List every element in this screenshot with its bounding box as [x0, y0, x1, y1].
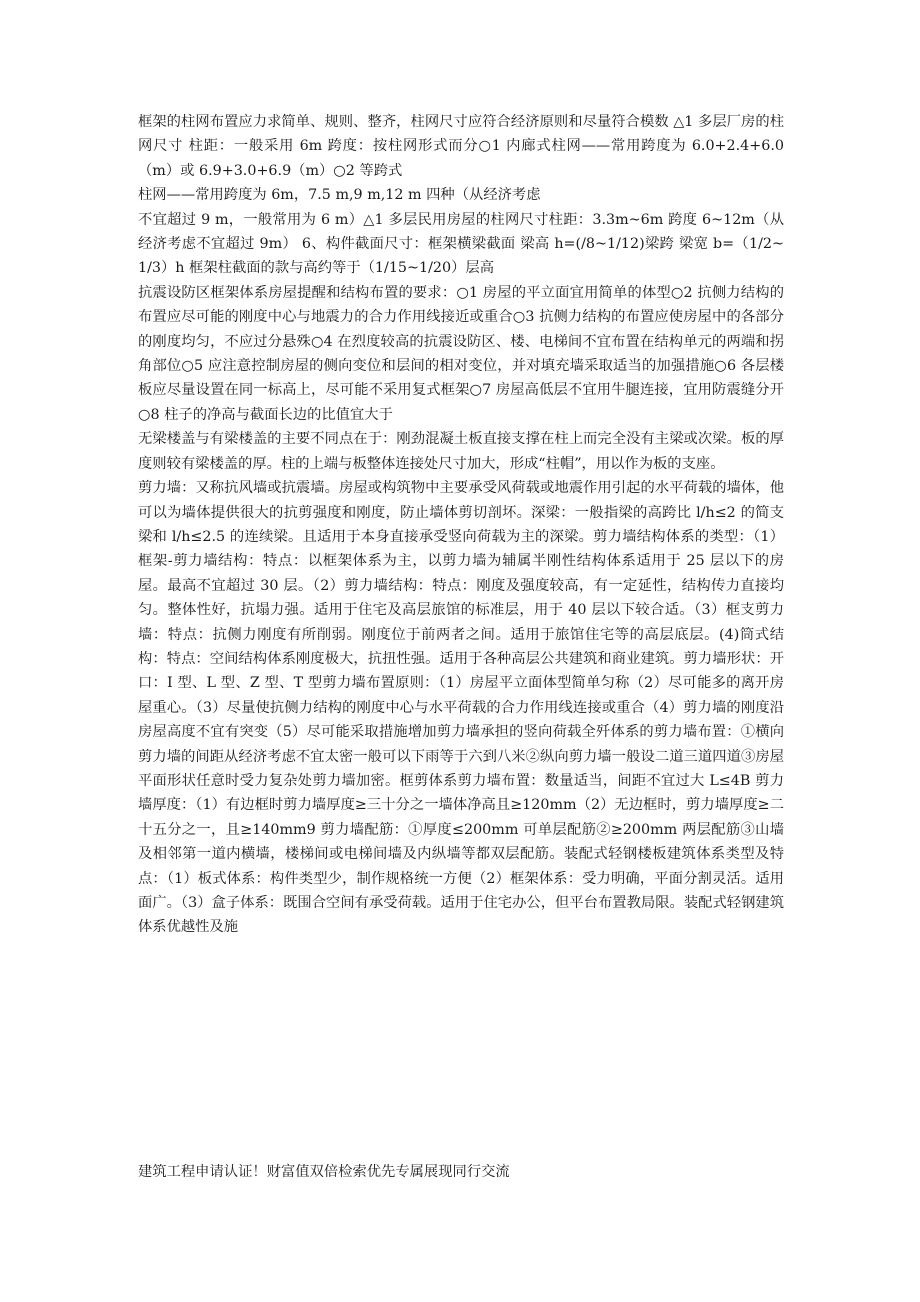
paragraph-flat-slab: 无梁楼盖与有梁楼盖的主要不同点在于：刚劲混凝土板直接支撑在柱上而完全没有主梁或次梁。板的厚度则较有梁楼盖的厚。柱的上端与板整体连接处尺寸加大，形成“柱帽”，用以作为板的支座。	[138, 431, 784, 472]
paragraph-seismic-requirements: 抗震设防区框架体系房屋提醒和结构布置的要求：○1 房屋的平立面宜用简单的体型○2 抗侧力结构的布置应尽可能的刚度中心与地震力的合力作用线接近或重合○3 抗侧力结构的布置应使房屋中的各部分的刚度均匀，不应过分悬殊○4 在烈度较高的抗震设防区、楼、电梯间不宜布置在结构单元的两端和拐角部位○5 应注意控制房屋的侧向变位和层间的相对变位，并对填充墙采取适当的加强措施○6 各层楼板应尽量设置在同一标高上，尽可能不采用复式框架○7 房屋高低层不宜用牛腿连接，宜用防震缝分开○8 柱子的净高与截面长边的比值宜大于	[138, 284, 784, 423]
footer-promo-text: 建筑工程申请认证！财富值双倍检索优先专属展现同行交流	[138, 1164, 510, 1180]
paragraph-column-grid: 框架的柱网布置应力求简单、规则、整齐，柱网尺寸应符合经济原则和尽量符合模数 △1 多层厂房的柱网尺寸 柱距：一般采用 6m 跨度：按柱网形式而分○1 内廊式柱网——常用跨度为 6.0+2.4+6.0（m）或 6.9+3.0+6.9（m）○2 等跨式	[138, 114, 784, 179]
paragraph-shear-wall: 剪力墙：又称抗风墙或抗震墙。房屋或构筑物中主要承受风荷载或地震作用引起的水平荷载的墙体，他可以为墙体提供很大的抗剪强度和刚度，防止墙体剪切剖坏。深梁：一般指梁的高跨比 l/h≤2 的简支梁和 l/h≤2.5 的连续梁。且适用于本身直接承受竖向荷载为主的深梁。剪力墙结构体系的类型：（1）框架-剪力墙结构：特点：以框架体系为主，以剪力墙为辅属半刚性结构体系适用于 25 层以下的房屋。最高不宜超过 30 层。（2）剪力墙结构：特点：刚度及强度较高，有一定延性，结构传力直接均匀。整体性好，抗塌力强。适用于住宅及高层旅馆的标准层，用于 40 层以下较合适。（3）框支剪力墙：特点：抗侧力刚度有所削弱。刚度位于前两者之间。适用于旅馆住宅等的高层底层。(4)筒式结构：特点：空间结构体系刚度极大，抗扭性强。适用于各种高层公共建筑和商业建筑。剪力墙形状：开口：I 型、L 型、Z 型、T 型剪力墙布置原则：（1）房屋平立面体型简单匀称（2）尽可能多的离开房屋重心。（3）尽量使抗侧力结构的刚度中心与水平荷载的合力作用线连接或重合（4）剪力墙的刚度沿房屋高度不宜有突变（5）尽可能采取措施增加剪力墙承担的竖向荷载全歼体系的剪力墙布置：①横向剪力墙的间距从经济考虑不宜太密一般可以下雨等于六到八米②纵向剪力墙一般设二道三道四道③房屋平面形状任意时受力复杂处剪力墙加密。框剪体系剪力墙布置：数量适当，间距不宜过大 L≤4B 剪力墙厚度：（1）有边框时剪力墙厚度≥三十分之一墙体净高且≥120mm（2）无边框时，剪力墙厚度≥二十五分之一，且≥140mm9 剪力墙配筋：①厚度≤200mm 可单层配筋②≥200mm 两层配筋③山墙及相邻第一道内横墙，楼梯间或电梯间墙及内纵墙等都双层配筋。装配式轻钢楼板建筑体系类型及特点：（1）板式体系：构件类型少，制作规格统一方便（2）框架体系：受力明确，平面分割灵活。适用面广。（3）盒子体系：既围合空间有承受荷载。适用于住宅办公，但平台布置教局限。装配式轻钢建筑体系优越性及施	[138, 480, 784, 936]
paragraph-column-span: 柱网——常用跨度为 6m，7.5 m,9 m,12 m 四种（从经济考虑	[138, 187, 541, 204]
document-body	[138, 110, 784, 940]
paragraph-section-size: 不宜超过 9 m，一般常用为 6 m）△1 多层民用房屋的柱网尺寸柱距：3.3m~6m 跨度 6~12m（从经济考虑不宜超过 9m） 6、构件截面尺寸：框架横梁截面 梁高 h=(/8~1/12)梁跨 梁宽 b=（1/2~1/3）h 框架柱截面的款与高约等于（1/15~1/20）层高	[138, 211, 784, 277]
